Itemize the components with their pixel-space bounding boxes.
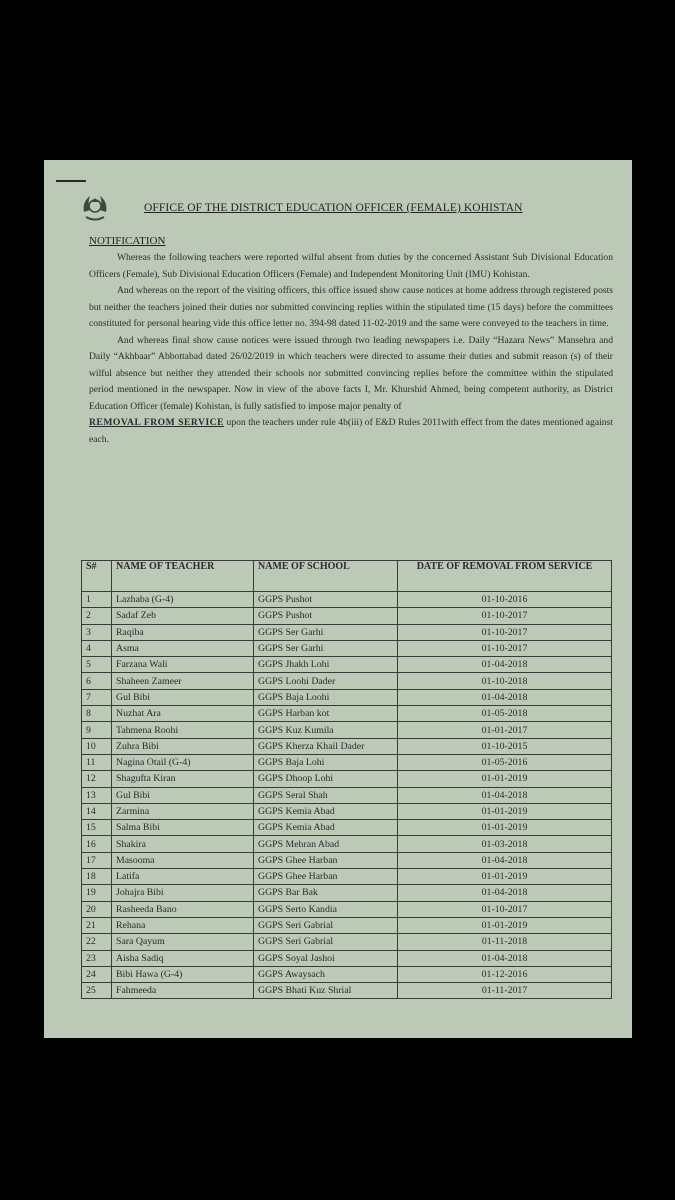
- cell-school-name: GGPS Baja Lohi: [254, 754, 398, 770]
- table-row: [82, 803, 612, 819]
- cell-school-name: GGPS Dhoop Lohi: [254, 771, 398, 787]
- table-row: [82, 624, 612, 640]
- header-teacher-name: NAME OF TEACHER: [112, 561, 254, 592]
- cell-school-name: GGPS Ghee Harban: [254, 852, 398, 868]
- cell-teacher-name: Bibi Hawa (G-4): [112, 966, 254, 982]
- paragraph-3-end: upon the teachers under rule 4b(iii) of E&D Rules 2011with effect from the dates mentioned against each.: [89, 417, 613, 445]
- cell-serial: 17: [82, 852, 112, 868]
- cell-teacher-name: Nuzhat Ara: [112, 706, 254, 722]
- cell-teacher-name: Aisha Sadiq: [112, 950, 254, 966]
- cell-serial: 15: [82, 820, 112, 836]
- paragraph-1: Whereas the following teachers were reported wilful absent from duties by the concerned Assistant Sub Divisional Education Officers (Female), Sub Divisional Education Officers (Female) and Independent Monitoring Unit (IMU) Kohistan.: [89, 252, 613, 280]
- cell-school-name: GGPS Loohi Dader: [254, 673, 398, 689]
- table-row: [82, 608, 612, 624]
- cell-removal-date: 01-04-2018: [398, 950, 612, 966]
- cell-removal-date: 01-11-2017: [398, 983, 612, 999]
- cell-serial: 11: [82, 754, 112, 770]
- cell-school-name: GGPS Baja Loohi: [254, 689, 398, 705]
- table-header-row: [82, 561, 612, 592]
- cell-serial: 14: [82, 803, 112, 819]
- cell-teacher-name: Tahmena Roohi: [112, 722, 254, 738]
- table-row: [82, 950, 612, 966]
- table-row: [82, 673, 612, 689]
- cell-teacher-name: Raqiba: [112, 624, 254, 640]
- cell-school-name: GGPS Seral Shah: [254, 787, 398, 803]
- cell-teacher-name: Latifa: [112, 869, 254, 885]
- cell-removal-date: 01-10-2016: [398, 592, 612, 608]
- table-row: [82, 836, 612, 852]
- table-row: [82, 869, 612, 885]
- cell-removal-date: 01-01-2019: [398, 820, 612, 836]
- table-row: [82, 738, 612, 754]
- edge-mark: [56, 180, 86, 182]
- cell-school-name: GGPS Awaysach: [254, 966, 398, 982]
- cell-serial: 13: [82, 787, 112, 803]
- cell-school-name: GGPS Serto Kandia: [254, 901, 398, 917]
- cell-teacher-name: Zuhra Bibi: [112, 738, 254, 754]
- paragraph-3-text: And whereas final show cause notices were issued through two leading newspapers i.e. Daily “Hazara News” Mansehra and Daily “Akhbaar” Abbottabad dated 26/02/2019 in which teachers were directed to assume their duties and submit reason (s) of their wilful absence but neither they attended their schools nor submitted convincing replies before the committee within the stipulated period mentioned in the newspaper. Now in view of the above facts I, Mr. Khurshid Ahmed, being competent authority, as District Education Officer (female) Kohistan, is fully satisfied to impose major penalty of: [89, 334, 613, 412]
- table-row: [82, 754, 612, 770]
- teachers-table-wrap: [81, 560, 612, 999]
- paragraph-2: And whereas on the report of the visiting officers, this office issued show cause notices at home address through registered posts but neither the teachers joined their duties nor submitted convincing replies within the stipulated time (15 days) before the committees constituted for personal hearing vide this office letter no. 394-98 dated 11-02-2019 and the same were conveyed to the teachers in time.: [89, 285, 613, 329]
- header-serial: S#: [82, 561, 112, 592]
- table-row: [82, 706, 612, 722]
- cell-removal-date: 01-12-2016: [398, 966, 612, 982]
- cell-removal-date: 01-05-2018: [398, 706, 612, 722]
- cell-serial: 5: [82, 657, 112, 673]
- cell-teacher-name: Johajra Bibi: [112, 885, 254, 901]
- table-row: [82, 689, 612, 705]
- cell-school-name: GGPS Jhakh Lohi: [254, 657, 398, 673]
- table-row: [82, 820, 612, 836]
- table-row: [82, 966, 612, 982]
- cell-removal-date: 01-04-2018: [398, 852, 612, 868]
- cell-school-name: GGPS Kemia Abad: [254, 803, 398, 819]
- cell-removal-date: 01-10-2017: [398, 640, 612, 656]
- cell-teacher-name: Sara Qayum: [112, 934, 254, 950]
- table-row: [82, 885, 612, 901]
- cell-removal-date: 01-01-2019: [398, 803, 612, 819]
- cell-teacher-name: Nagina Otail (G-4): [112, 754, 254, 770]
- cell-teacher-name: Rehana: [112, 917, 254, 933]
- cell-serial: 1: [82, 592, 112, 608]
- cell-removal-date: 01-10-2017: [398, 624, 612, 640]
- cell-teacher-name: Masooma: [112, 852, 254, 868]
- cell-school-name: GGPS Mehran Abad: [254, 836, 398, 852]
- cell-serial: 10: [82, 738, 112, 754]
- cell-teacher-name: Shagufta Kiran: [112, 771, 254, 787]
- cell-removal-date: 01-10-2017: [398, 901, 612, 917]
- cell-serial: 3: [82, 624, 112, 640]
- notification-body: [89, 250, 613, 448]
- cell-serial: 7: [82, 689, 112, 705]
- cell-teacher-name: Fahmeeda: [112, 983, 254, 999]
- cell-removal-date: 01-03-2018: [398, 836, 612, 852]
- cell-serial: 2: [82, 608, 112, 624]
- cell-serial: 20: [82, 901, 112, 917]
- table-row: [82, 722, 612, 738]
- cell-removal-date: 01-10-2015: [398, 738, 612, 754]
- cell-serial: 4: [82, 640, 112, 656]
- table-row: [82, 901, 612, 917]
- cell-removal-date: 01-01-2019: [398, 771, 612, 787]
- cell-serial: 16: [82, 836, 112, 852]
- cell-removal-date: 01-11-2018: [398, 934, 612, 950]
- paragraph-3: [89, 333, 613, 416]
- cell-teacher-name: Gul Bibi: [112, 787, 254, 803]
- cell-school-name: GGPS Bar Bak: [254, 885, 398, 901]
- cell-teacher-name: Sadaf Zeb: [112, 608, 254, 624]
- office-title: OFFICE OF THE DISTRICT EDUCATION OFFICER (FEMALE) KOHISTAN: [144, 202, 523, 214]
- cell-removal-date: 01-10-2017: [398, 608, 612, 624]
- notification-title: NOTIFICATION: [89, 235, 166, 247]
- cell-removal-date: 01-01-2019: [398, 917, 612, 933]
- cell-school-name: GGPS Soyal Jashoi: [254, 950, 398, 966]
- cell-teacher-name: Lazhaba (G-4): [112, 592, 254, 608]
- cell-teacher-name: Zarmina: [112, 803, 254, 819]
- cell-removal-date: 01-04-2018: [398, 787, 612, 803]
- document-page: [44, 160, 632, 1038]
- table-row: [82, 852, 612, 868]
- cell-school-name: GGPS Kemia Abad: [254, 820, 398, 836]
- cell-teacher-name: Gul Bibi: [112, 689, 254, 705]
- cell-serial: 22: [82, 934, 112, 950]
- cell-school-name: GGPS Bhati Kuz Shrial: [254, 983, 398, 999]
- cell-teacher-name: Shaheen Zameer: [112, 673, 254, 689]
- cell-school-name: GGPS Kuz Kumila: [254, 722, 398, 738]
- cell-serial: 21: [82, 917, 112, 933]
- table-row: [82, 771, 612, 787]
- cell-removal-date: 01-04-2018: [398, 885, 612, 901]
- cell-teacher-name: Farzana Wali: [112, 657, 254, 673]
- table-row: [82, 592, 612, 608]
- cell-serial: 9: [82, 722, 112, 738]
- cell-school-name: GGPS Ghee Harban: [254, 869, 398, 885]
- table-body: [82, 592, 612, 999]
- table-row: [82, 983, 612, 999]
- header-school-name: NAME OF SCHOOL: [254, 561, 398, 592]
- cell-school-name: GGPS Pushot: [254, 592, 398, 608]
- cell-teacher-name: Asma: [112, 640, 254, 656]
- cell-serial: 6: [82, 673, 112, 689]
- cell-removal-date: 01-05-2016: [398, 754, 612, 770]
- table-row: [82, 657, 612, 673]
- cell-school-name: GGPS Pushot: [254, 608, 398, 624]
- cell-removal-date: 01-10-2018: [398, 673, 612, 689]
- cell-teacher-name: Shakira: [112, 836, 254, 852]
- cell-serial: 12: [82, 771, 112, 787]
- cell-serial: 24: [82, 966, 112, 982]
- cell-serial: 23: [82, 950, 112, 966]
- cell-removal-date: 01-04-2018: [398, 689, 612, 705]
- cell-school-name: GGPS Ser Garhi: [254, 624, 398, 640]
- cell-removal-date: 01-04-2018: [398, 657, 612, 673]
- cell-serial: 19: [82, 885, 112, 901]
- cell-teacher-name: Salma Bibi: [112, 820, 254, 836]
- government-emblem-icon: [78, 190, 112, 224]
- cell-school-name: GGPS Seri Gabrial: [254, 934, 398, 950]
- table-row: [82, 934, 612, 950]
- cell-serial: 8: [82, 706, 112, 722]
- table-row: [82, 917, 612, 933]
- teachers-table: [81, 560, 612, 999]
- cell-removal-date: 01-01-2019: [398, 869, 612, 885]
- table-row: [82, 787, 612, 803]
- cell-school-name: GGPS Harban kot: [254, 706, 398, 722]
- cell-teacher-name: Rasheeda Bano: [112, 901, 254, 917]
- cell-school-name: GGPS Kherza Khail Dader: [254, 738, 398, 754]
- cell-removal-date: 01-01-2017: [398, 722, 612, 738]
- table-row: [82, 640, 612, 656]
- cell-school-name: GGPS Ser Garhi: [254, 640, 398, 656]
- penalty-text: REMOVAL FROM SERVICE: [89, 417, 225, 428]
- paragraph-3-continued: [89, 415, 613, 448]
- cell-school-name: GGPS Seri Gabrial: [254, 917, 398, 933]
- header-removal-date: DATE OF REMOVAL FROM SERVICE: [398, 561, 612, 592]
- cell-serial: 25: [82, 983, 112, 999]
- cell-serial: 18: [82, 869, 112, 885]
